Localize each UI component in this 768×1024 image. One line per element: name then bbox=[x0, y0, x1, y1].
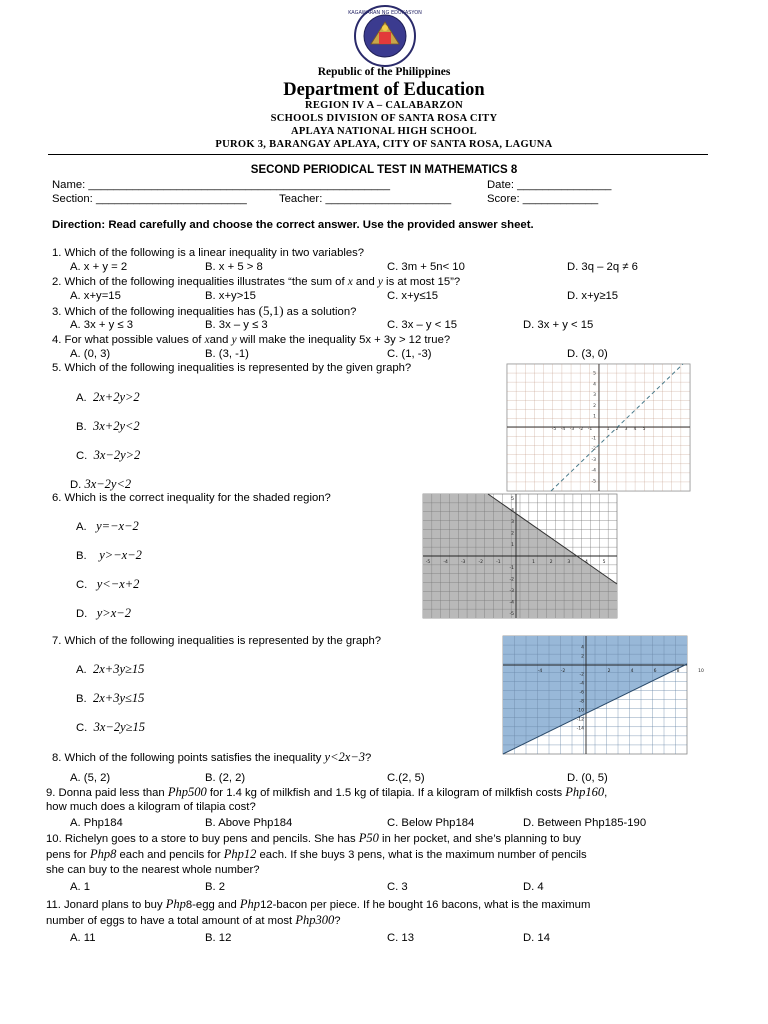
q7-stem: 7. Which of the following inequalities is represented by the graph? bbox=[52, 635, 382, 647]
x-tick-label: 4 bbox=[584, 560, 588, 565]
q1-choice-a[interactable]: A. x + y = 2 bbox=[70, 261, 128, 273]
y-tick-label: 5 bbox=[511, 497, 514, 502]
republic-line: Republic of the Philippines bbox=[317, 66, 451, 78]
y-tick-label: 3 bbox=[593, 393, 596, 399]
q5-choice-d[interactable]: D. 3x−2y<2 bbox=[70, 477, 132, 491]
y-tick-label: -5 bbox=[591, 479, 596, 485]
x-tick-label: -2 bbox=[478, 560, 484, 565]
x-tick-label: -4 bbox=[443, 560, 448, 565]
y-tick-label: 4 bbox=[581, 645, 584, 651]
q10-choice-c[interactable]: C. 3 bbox=[387, 881, 408, 893]
x-tick-label: 6 bbox=[653, 669, 657, 674]
q1-choice-c[interactable]: C. 3m + 5n< 10 bbox=[387, 261, 465, 273]
y-tick-label: 3 bbox=[511, 520, 514, 525]
q5-choice-a[interactable]: A. 2x+2y>2 bbox=[76, 390, 140, 404]
q8-choice-b[interactable]: B. (2, 2) bbox=[205, 772, 246, 784]
y-tick-label: -1 bbox=[591, 436, 596, 442]
q4-choice-b[interactable]: B. (3, -1) bbox=[205, 348, 249, 360]
y-tick-label: -2 bbox=[579, 672, 584, 678]
q2-choice-a[interactable]: A. x+y=15 bbox=[70, 290, 121, 302]
q11-choice-b[interactable]: B. 12 bbox=[205, 932, 232, 944]
q5-choice-b[interactable]: B. 3x+2y<2 bbox=[76, 419, 140, 433]
y-tick-label: 2 bbox=[593, 403, 596, 409]
q6-graph-svg bbox=[423, 494, 617, 618]
q10-choice-b[interactable]: B. 2 bbox=[205, 881, 226, 893]
seal-text: KAGAWARAN NG EDUKASYON bbox=[348, 10, 422, 16]
q11-choice-d[interactable]: D. 14 bbox=[523, 932, 551, 944]
name-field[interactable]: Name: ________________________________________________ bbox=[52, 179, 390, 191]
x-tick-label: 1 bbox=[532, 560, 536, 565]
x-tick-label: 3 bbox=[624, 427, 628, 432]
x-tick-label: 8 bbox=[676, 669, 680, 674]
q2-choice-d[interactable]: D. x+y≥15 bbox=[567, 290, 619, 302]
x-tick-label: 4 bbox=[633, 427, 637, 432]
x-tick-label: 2 bbox=[549, 560, 553, 565]
q10-choice-d[interactable]: D. 4 bbox=[523, 881, 544, 893]
x-tick-label: 4 bbox=[630, 669, 634, 674]
q1-choice-b[interactable]: B. x + 5 > 8 bbox=[205, 261, 263, 273]
direction-text: Direction: Read carefully and choose the correct answer. Use the provided answer sheet. bbox=[52, 219, 534, 231]
x-tick-label: 10 bbox=[698, 669, 704, 674]
y-tick-label: 1 bbox=[511, 543, 514, 548]
x-tick-label: -4 bbox=[537, 669, 543, 674]
y-tick-label: 4 bbox=[593, 382, 596, 388]
x-tick-label: -2 bbox=[560, 669, 566, 674]
y-tick-label: -4 bbox=[591, 468, 596, 474]
x-tick-label: -1 bbox=[496, 560, 501, 565]
deped-seal-logo bbox=[333, 4, 437, 68]
y-tick-label: -2 bbox=[509, 577, 514, 583]
q10-choice-a[interactable]: A. 1 bbox=[70, 881, 91, 893]
q10-stem-line3: she can buy to the nearest whole number? bbox=[46, 864, 260, 876]
y-tick-label: -2 bbox=[591, 447, 596, 453]
q6-graph bbox=[423, 494, 617, 618]
q1-stem: 1. Which of the following is a linear inequality in two variables? bbox=[52, 247, 365, 259]
q2-choice-b[interactable]: B. x+y>15 bbox=[205, 290, 256, 302]
y-tick-label: -4 bbox=[509, 600, 514, 606]
y-tick-label: 5 bbox=[593, 371, 596, 377]
q5-graph-svg bbox=[507, 364, 690, 491]
y-tick-label: -3 bbox=[591, 457, 596, 463]
x-tick-label: 2 bbox=[615, 427, 619, 432]
y-tick-label: -6 bbox=[579, 690, 584, 696]
y-tick-label: -5 bbox=[509, 612, 514, 617]
x-tick-label: 5 bbox=[642, 427, 646, 432]
q8-choice-c[interactable]: C.(2, 5) bbox=[387, 772, 425, 784]
x-tick-label: -1 bbox=[587, 427, 593, 432]
q1-choice-d[interactable]: D. 3q – 2q ≠ 6 bbox=[567, 261, 638, 273]
y-tick-label: -3 bbox=[509, 589, 514, 594]
q7-choice-b[interactable]: B. 2x+3y≤15 bbox=[76, 691, 145, 705]
school-line: APLAYA NATIONAL HIGH SCHOOL bbox=[291, 126, 477, 137]
x-tick-label: -3 bbox=[569, 427, 575, 432]
q3-choice-d[interactable]: D. 3x + y < 15 bbox=[523, 319, 594, 331]
division-line: SCHOOLS DIVISION OF SANTA ROSA CITY bbox=[270, 113, 498, 124]
q4-choice-c[interactable]: C. (1, -3) bbox=[387, 348, 432, 360]
y-tick-label: 1 bbox=[593, 414, 596, 420]
x-tick-label: -5 bbox=[425, 560, 431, 565]
x-tick-label: -2 bbox=[578, 427, 584, 432]
q11-stem-line2: number of eggs to have a total amount of at most Php300? bbox=[46, 913, 341, 927]
y-tick-label: -12 bbox=[576, 717, 584, 723]
x-tick-label: 2 bbox=[607, 669, 611, 674]
x-tick-label: -5 bbox=[551, 427, 557, 432]
q3-stem: 3. Which of the following inequalities has (5,1) as a solution? bbox=[52, 303, 357, 318]
q3-choice-b[interactable]: B. 3x – y ≤ 3 bbox=[205, 319, 268, 331]
test-title: SECOND PERIODICAL TEST IN MATHEMATICS 8 bbox=[250, 164, 518, 176]
q11-choice-a[interactable]: A. 11 bbox=[70, 932, 96, 944]
q9-stem-line2: how much does a kilogram of tilapia cost? bbox=[46, 801, 256, 813]
q4-stem: 4. For what possible values of xand y will make the inequality 5x + 3y > 12 true? bbox=[52, 334, 451, 346]
q6-choice-d[interactable]: D. y>x−2 bbox=[76, 606, 131, 620]
department-title: Department of Education bbox=[283, 80, 485, 100]
q5-graph bbox=[507, 364, 690, 491]
x-tick-label: -4 bbox=[560, 427, 566, 432]
q7-graph-svg bbox=[503, 636, 704, 754]
q6-stem: 6. Which is the correct inequality for the shaded region? bbox=[52, 492, 331, 504]
x-tick-label: 5 bbox=[602, 560, 606, 565]
q9-choice-d[interactable]: D. Between Php185-190 bbox=[523, 817, 647, 829]
y-tick-label: -8 bbox=[579, 699, 584, 705]
q10-stem: 10. Richelyn goes to a store to buy pens and pencils. She has P50 in her pocket, and she’s planning to buy bbox=[46, 831, 581, 845]
y-tick-label: 4 bbox=[511, 508, 514, 514]
q8-choice-a[interactable]: A. (5, 2) bbox=[70, 772, 111, 784]
y-tick-label: -10 bbox=[576, 708, 584, 714]
q6-choice-a[interactable]: A. y=−x−2 bbox=[76, 519, 139, 533]
address-line: PUROK 3, BARANGAY APLAYA, CITY OF SANTA ROSA, LAGUNA bbox=[215, 139, 553, 150]
q11-stem: 11. Jonard plans to buy Php8-egg and Php12-bacon per piece. If he bought 16 bacons, what is the maximum bbox=[46, 897, 591, 911]
q9-choice-b[interactable]: B. Above Php184 bbox=[205, 817, 293, 829]
q6-choice-c[interactable]: C. y<−x+2 bbox=[76, 577, 140, 591]
y-tick-label: -1 bbox=[509, 566, 514, 571]
section-field[interactable]: Section: ________________________ bbox=[52, 193, 247, 205]
q7-choice-c[interactable]: C. 3x−2y≥15 bbox=[76, 720, 145, 734]
q4-choice-d[interactable]: D. (3, 0) bbox=[567, 348, 608, 360]
q2-choice-c[interactable]: C. x+y≤15 bbox=[387, 290, 439, 302]
x-tick-label: 1 bbox=[606, 427, 610, 432]
q8-choice-d[interactable]: D. (0, 5) bbox=[567, 772, 608, 784]
x-tick-label: 3 bbox=[567, 560, 571, 565]
q4-choice-a[interactable]: A. (0, 3) bbox=[70, 348, 111, 360]
q8-stem: 8. Which of the following points satisfies the inequality y<2x−3? bbox=[52, 750, 372, 764]
q9-choice-c[interactable]: C. Below Php184 bbox=[387, 817, 475, 829]
q9-choice-a[interactable]: A. Php184 bbox=[70, 817, 123, 829]
region-line: REGION IV A – CALABARZON bbox=[304, 100, 464, 111]
q11-choice-c[interactable]: C. 13 bbox=[387, 932, 415, 944]
q9-stem: 9. Donna paid less than Php500 for 1.4 kg of milkfish and 1.5 kg of tilapia. If a kilogram of milkfish costs Php160, bbox=[46, 785, 608, 799]
q10-stem-line2: pens for Php8 each and pencils for Php12 each. If she buys 3 pens, what is the maximum number of pencils bbox=[46, 847, 587, 861]
q5-stem: 5. Which of the following inequalities is represented by the given graph? bbox=[52, 362, 412, 374]
q5-choice-c[interactable]: C. 3x−2y>2 bbox=[76, 448, 141, 462]
q2-stem: 2. Which of the following inequalities illustrates “the sum of x and y is at most 15”? bbox=[52, 276, 461, 288]
q7-graph bbox=[503, 636, 704, 754]
q7-choice-a[interactable]: A. 2x+3y≥15 bbox=[76, 662, 145, 676]
score-field[interactable]: Score: ____________ bbox=[487, 193, 599, 205]
x-tick-label: -3 bbox=[460, 560, 466, 565]
y-tick-label: 2 bbox=[511, 531, 514, 537]
header-divider bbox=[48, 154, 708, 155]
y-tick-label: -4 bbox=[579, 681, 584, 687]
y-tick-label: -14 bbox=[576, 726, 584, 732]
date-field[interactable]: Date: _______________ bbox=[487, 179, 612, 191]
q3-choice-c[interactable]: C. 3x – y < 15 bbox=[387, 319, 458, 331]
q3-choice-a[interactable]: A. 3x + y ≤ 3 bbox=[70, 319, 134, 331]
q6-choice-b[interactable]: B. y>−x−2 bbox=[76, 548, 142, 562]
y-tick-label: 2 bbox=[581, 654, 584, 660]
teacher-field[interactable]: Teacher: ____________________ bbox=[279, 193, 452, 205]
